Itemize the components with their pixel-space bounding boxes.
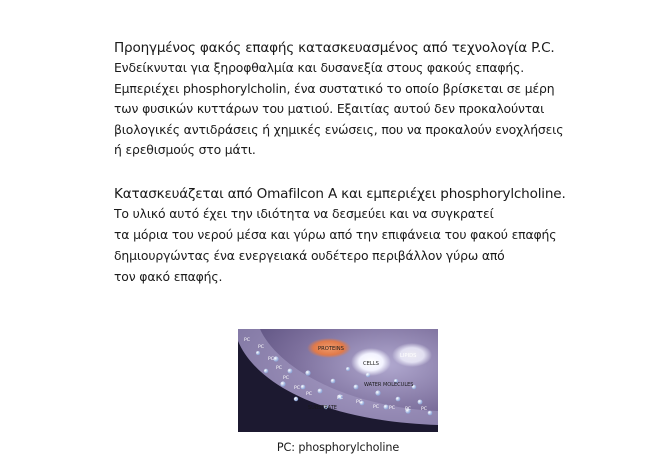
lens-surface-svg [238,329,438,432]
paragraph-line: τα μόρια του νερού μέσα και γύρω από την επιφάνεια του φακού επαφής [114,226,557,242]
pc-marker: PC [283,376,289,381]
cells-label: CELLS [363,361,379,367]
substrate-label: SUBSTRATE [308,405,337,411]
water-molecules-label: WATER MOLECULES [364,382,414,388]
pc-marker: PC [294,386,300,391]
paragraph-line: Ενδείκνυται για ξηροφθαλμία και δυσανεξία στους φακούς επαφής. [114,60,524,75]
pc-marker: PC [373,405,379,410]
pc-marker: PC [337,396,343,401]
paragraph-line: βιολογικές αντιδράσεις ή χημικές ενώσεις, που να προκαλούν ενοχλήσεις [114,121,564,137]
figure-caption: PC: phosphorylcholine [276,441,400,454]
pc-marker: PC [244,338,250,343]
pc-marker: PC [258,345,264,350]
pc-marker: PC [306,392,312,397]
paragraph-line: Εμπεριέχει phosphorylcholin, ένα συστατικό το οποίο βρίσκεται σε μέρη [114,80,555,96]
section-heading: Προηγμένος φακός επαφής κατασκευασμένος από τεχνολογία P.C. [114,40,555,56]
paragraph-line: ή ερεθισμούς στο μάτι. [114,142,256,158]
lipids-label: LIPIDS [400,353,417,359]
pc-marker: PC [405,407,411,412]
pc-marker: PC [356,400,362,405]
pc-marker: PC [276,366,282,371]
section-heading: Κατασκευάζεται από Omafilcon A και εμπεριέχει phosphorylcholine. [114,186,566,202]
pc-marker: PC [268,357,274,362]
paragraph-line: τον φακό επαφής. [114,268,223,284]
pc-marker: PC [421,407,427,412]
pc-marker: PC [389,406,395,411]
section-material [114,185,634,288]
paragraph-line: των φυσικών κυττάρων του ματιού. Εξαιτίας αυτού δεν προκαλούνται [114,101,545,117]
proteins-label: PROTEINS [318,346,344,352]
section-product-description [114,39,634,161]
paragraph-line: δημιουργώντας ένα ενεργειακά ουδέτερο περιβάλλον γύρω από [114,247,505,263]
paragraph-line: Το υλικό αυτό έχει την ιδιότητα να δεσμεύει και να συγκρατεί [114,206,494,221]
lens-surface-illustration [238,329,438,432]
